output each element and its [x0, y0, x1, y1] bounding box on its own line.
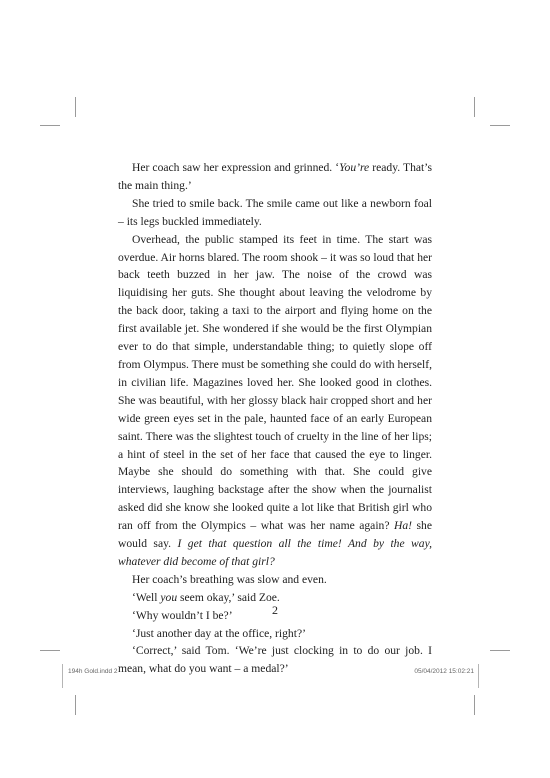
paragraph [118, 195, 432, 231]
crop-mark-left-upper [40, 125, 60, 126]
crop-mark-right-upper [490, 125, 510, 126]
text-run: Her coach’s breathing was slow and even. [132, 572, 327, 586]
text-run: ‘Well [132, 590, 161, 604]
paragraph [118, 159, 432, 195]
text-run: ready. That’s the main thing.’ [118, 161, 432, 192]
italic-text: Ha! [394, 519, 413, 533]
paragraph [118, 231, 432, 571]
paragraph [118, 625, 432, 643]
slug-file-name: 194h Gold.indd 2 [68, 668, 118, 675]
crop-mark-top-right [474, 97, 475, 117]
text-run: she would say. [118, 519, 432, 551]
text-run: ‘Correct,’ said Tom. ‘We’re just clocking in to do our job. I mean, what do you want – a medal?’ [118, 644, 432, 676]
italic-text: you [160, 590, 178, 604]
text-run: seem okay,’ said Zoe. [177, 590, 280, 604]
body-text [118, 159, 432, 678]
text-run: Overhead, the public stamped its feet in time. The start was overdue. Air horns blared. The room shook – it was so loud that her back teeth buzzed in her jaw. The noise of the crowd was liquidising her guts. She thought about leaving the velodrome by the back door, taking a taxi to the airport and flying home on the first available jet. She wondered if she would be the first Olympian ever to do that simple, understandable thing; to quietly slope off from Olympus. There must be something she could do with herself, in civilian life. Magazines loved her. She looked good in clothes. She was beautiful, with her glossy black hair cropped short and her wide green eyes set in the pale, haunted face of an early European saint. There was the slightest touch of cruelty in the line of her lips; a hint of steel in the set of her face that caused the eye to linger. Maybe she should do something with that. She could give interviews, laughing backstage after the show when the journalist asked did she know she looked quite a lot like that British girl who ran off from the Olympics – what was her name again? [118, 232, 432, 533]
italic-text: You’re [339, 161, 370, 174]
text-run: She tried to smile back. The smile came out like a newborn foal – its legs buckled immediately. [118, 196, 432, 228]
crop-mark-bottom-right [474, 695, 475, 715]
page-number: 2 [272, 603, 278, 617]
slug-divider-right [478, 664, 479, 688]
crop-mark-top-left [75, 97, 76, 117]
text-run: ‘Just another day at the office, right?’ [132, 626, 306, 640]
crop-mark-right-lower [490, 650, 510, 651]
italic-text: I get that question all the time! And by the way, whatever did become of that girl? [118, 537, 432, 568]
paragraph [118, 642, 432, 678]
paragraph [118, 571, 432, 589]
slug-datetime: 05/04/2012 15:02:21 [414, 668, 474, 675]
crop-mark-bottom-left [75, 695, 76, 715]
slug-divider-left [62, 664, 63, 688]
text-run: Her coach saw her expression and grinned. ‘ [132, 161, 340, 174]
crop-mark-left-lower [40, 650, 60, 651]
text-run: ‘Why wouldn’t I be?’ [132, 608, 233, 622]
